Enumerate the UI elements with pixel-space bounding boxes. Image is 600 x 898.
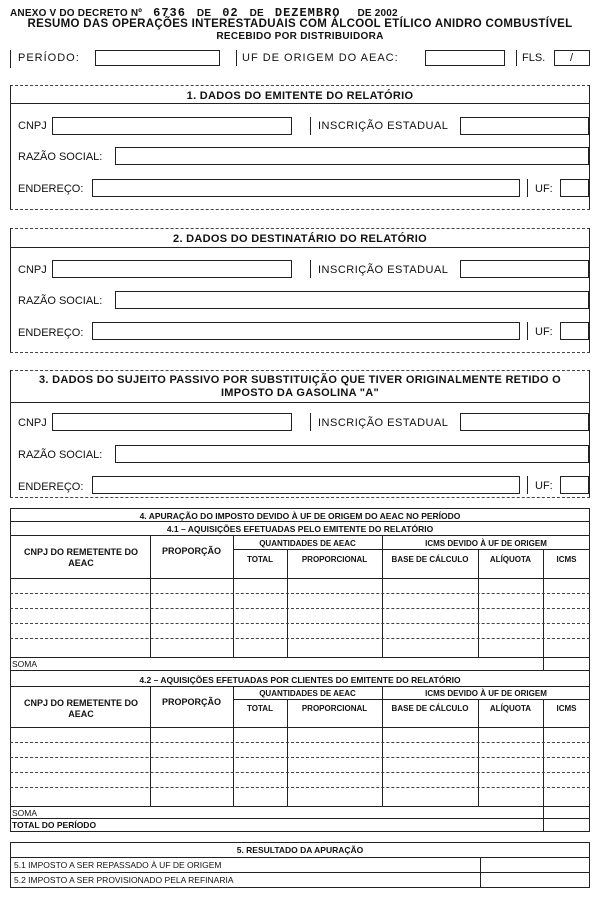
t2-col-prop: PROPORÇÃO xyxy=(161,697,221,707)
t1-col-aliq: ALÍQUOTA xyxy=(489,555,532,564)
de-label-1: DE xyxy=(196,8,212,19)
t1-col-base: BASE DE CÁLCULO xyxy=(391,555,469,564)
s1-ie-field[interactable] xyxy=(460,117,589,135)
s3-endereco-field[interactable] xyxy=(92,476,520,494)
anexo-prefix: ANEXO V DO DECRETO Nº xyxy=(10,8,143,19)
decree-day: 02 xyxy=(222,6,239,20)
s1-razao-label: RAZÃO SOCIAL: xyxy=(18,151,103,163)
s5-row1-label: 5.1 IMPOSTO A SER REPASSADO À UF DE ORIGEM xyxy=(14,860,222,870)
s1-cnpj-field[interactable] xyxy=(52,117,292,135)
s3-ie-label: INSCRIÇÃO ESTADUAL xyxy=(318,417,449,429)
s5-row2-label: 5.2 IMPOSTO A SER PROVISIONADO PELA REFINARIA xyxy=(14,875,234,885)
s1-razao-field[interactable] xyxy=(115,147,589,165)
s3-ie-field[interactable] xyxy=(460,413,589,431)
s2-razao-field[interactable] xyxy=(115,291,589,309)
s2-uf-label: UF: xyxy=(535,326,553,338)
s2-uf-field[interactable] xyxy=(560,322,589,340)
s1-ie-label: INSCRIÇÃO ESTADUAL xyxy=(318,120,449,132)
t2-col-base: BASE DE CÁLCULO xyxy=(391,704,469,713)
t2-col-qtd: QUANTIDADES DE AEAC xyxy=(259,689,356,698)
t1-col-qtd: QUANTIDADES DE AEAC xyxy=(259,539,356,548)
fls-separator: / xyxy=(570,52,574,64)
t2-col-icms: ICMS xyxy=(556,704,577,713)
s2-cnpj-label: CNPJ xyxy=(18,264,47,276)
t1-col-proporcional: PROPORCIONAL xyxy=(301,555,368,564)
t1-col-icms: ICMS xyxy=(556,555,577,564)
section-3-title-2: IMPOSTO DA GASOLINA "A" xyxy=(220,387,380,399)
periodo-field[interactable] xyxy=(95,50,220,66)
section-2-title: 2. DADOS DO DESTINATÁRIO DO RELATÓRIO xyxy=(173,233,427,245)
t1-col-cnpj: CNPJ DO REMETENTE DO AEAC xyxy=(23,547,138,568)
t2-col-proporcional: PROPORCIONAL xyxy=(301,704,368,713)
decree-number: 6736 xyxy=(153,6,186,20)
s3-razao-field[interactable] xyxy=(115,445,589,463)
form-title: RESUMO DAS OPERAÇÕES INTERESTADUAIS COM ÁLCOOL ETÍLICO ANIDRO COMBUSTÍVEL xyxy=(27,18,573,30)
s2-endereco-label: ENDEREÇO: xyxy=(18,327,84,339)
t1-soma-label: SOMA xyxy=(12,659,38,669)
s3-razao-label: RAZÃO SOCIAL: xyxy=(18,449,103,461)
uf-origem-label: UF DE ORIGEM DO AEAC: xyxy=(242,52,399,64)
s1-endereco-field[interactable] xyxy=(92,179,520,197)
t2-col-total: TOTAL xyxy=(247,704,273,713)
section-5-title: 5. RESULTADO DA APURAÇÃO xyxy=(236,845,364,855)
s1-uf-label: UF: xyxy=(535,183,553,195)
t1-col-total: TOTAL xyxy=(247,555,273,564)
s2-ie-field[interactable] xyxy=(460,260,589,278)
t1-col-icms-dev: ICMS DEVIDO À UF DE ORIGEM xyxy=(425,539,547,548)
section-4-title: 4. APURAÇÃO DO IMPOSTO DEVIDO À UF DE ORIGEM DO AEAC NO PERÍODO xyxy=(139,511,461,521)
section-1-title: 1. DADOS DO EMITENTE DO RELATÓRIO xyxy=(186,90,414,102)
uf-origem-field[interactable] xyxy=(425,50,505,66)
section-4-2-title: 4.2 – AQUISIÇÕES EFETUADAS POR CLIENTES DO EMITENTE DO RELATÓRIO xyxy=(139,675,461,685)
fls-label: FLS. xyxy=(522,52,546,64)
s2-endereco-field[interactable] xyxy=(92,322,520,340)
t2-col-aliq: ALÍQUOTA xyxy=(489,704,532,713)
t2-soma-label: SOMA xyxy=(12,808,38,818)
s3-uf-field[interactable] xyxy=(560,476,589,494)
s1-endereco-label: ENDEREÇO: xyxy=(18,183,84,195)
total-periodo-label: TOTAL DO PERÍODO xyxy=(12,820,97,830)
t2-col-icms-dev: ICMS DEVIDO À UF DE ORIGEM xyxy=(425,689,547,698)
periodo-label: PERÍODO: xyxy=(18,52,80,64)
t2-col-cnpj: CNPJ DO REMETENTE DO AEAC xyxy=(23,698,138,719)
decree-month: DEZEMBRO xyxy=(274,6,341,20)
s3-uf-label: UF: xyxy=(535,480,553,492)
s1-uf-field[interactable] xyxy=(560,179,589,197)
s3-cnpj-field[interactable] xyxy=(52,413,292,431)
decree-year: DE 2002 xyxy=(357,8,398,19)
s2-razao-label: RAZÃO SOCIAL: xyxy=(18,295,103,307)
s2-cnpj-field[interactable] xyxy=(52,260,292,278)
form-subtitle: RECEBIDO POR DISTRIBUIDORA xyxy=(216,31,384,42)
s1-cnpj-label: CNPJ xyxy=(18,120,47,132)
de-label-2: DE xyxy=(249,8,264,19)
s2-ie-label: INSCRIÇÃO ESTADUAL xyxy=(318,264,449,276)
t1-col-prop: PROPORÇÃO xyxy=(161,546,221,556)
s3-cnpj-label: CNPJ xyxy=(18,417,47,429)
section-4-1-title: 4.1 – AQUISIÇÕES EFETUADAS PELO EMITENTE DO RELATÓRIO xyxy=(166,524,434,534)
section-3-title: 3. DADOS DO SUJEITO PASSIVO POR SUBSTITUIÇÃO QUE TIVER ORIGINALMENTE RETIDO O xyxy=(38,374,562,386)
s3-endereco-label: ENDEREÇO: xyxy=(18,481,84,493)
